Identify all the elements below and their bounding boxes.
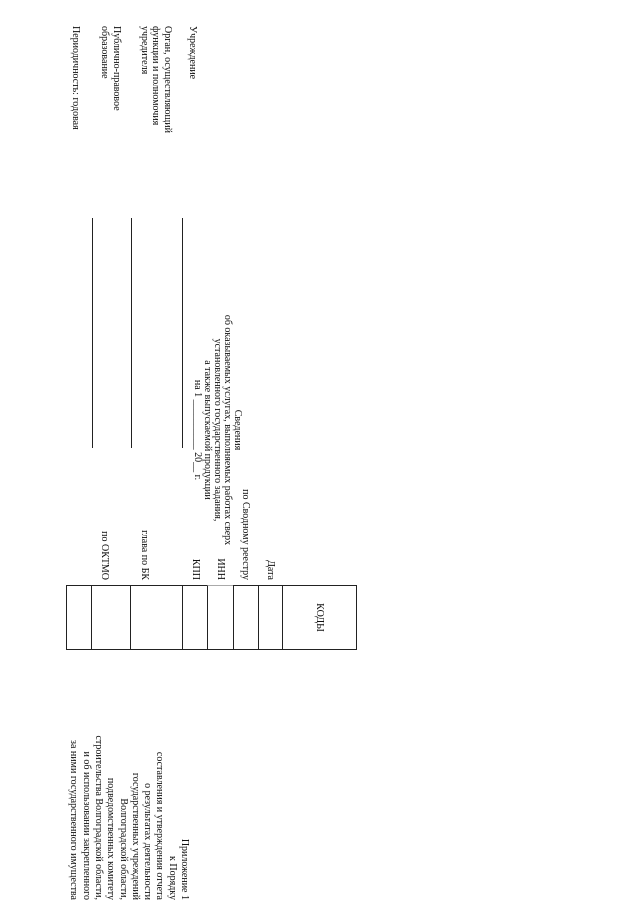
founder-field[interactable]	[131, 218, 132, 448]
label-registry: по Сводному реестру	[240, 489, 251, 580]
code-cell-registry[interactable]	[233, 585, 258, 650]
label-founder: Орган, осуществляющий функции и полномочия учредителя	[139, 26, 173, 133]
appendix-line: и об использовании закрепленного	[80, 751, 92, 900]
code-cell-kpp[interactable]	[182, 585, 207, 650]
institution-field[interactable]	[182, 218, 183, 448]
code-cell-period[interactable]	[66, 585, 91, 650]
label-oktmo: по ОКТМО	[99, 531, 110, 580]
code-cell-date[interactable]	[258, 585, 282, 650]
label-inn: ИНН	[215, 558, 226, 580]
appendix-line: к Порядку	[166, 856, 178, 900]
title-line: а также выпускаемой продукции	[202, 360, 213, 500]
appendix-line: о результатах деятельности	[142, 783, 154, 900]
municipality-field[interactable]	[92, 218, 93, 448]
label-municipality: Публично-правовое образование	[99, 26, 122, 111]
label-bk: глава по БК	[139, 530, 150, 580]
codes-header	[282, 585, 357, 650]
title-line: на 1 __________ 20__ г.	[192, 379, 203, 481]
appendix-line: за ними государственного имущества	[68, 740, 80, 900]
code-cell-bk[interactable]	[130, 585, 182, 650]
appendix-line: государственных учреждений	[129, 772, 141, 900]
codes-header-label: КОДЫ	[314, 603, 325, 632]
code-cell-inn[interactable]	[207, 585, 233, 650]
label-date: Дата	[265, 560, 276, 580]
title-line: Сведения	[232, 409, 243, 451]
label-periodicity: Периодичность: годовая	[70, 26, 81, 130]
appendix-line: подведомственных комитету	[105, 777, 117, 900]
label-institution: Учреждение	[187, 26, 198, 80]
appendix-line: составления и утверждения отчета	[154, 751, 166, 900]
code-cell-oktmo[interactable]	[91, 585, 130, 650]
title-line: об оказываемых услугах, выполняемых работах сверх	[222, 314, 233, 546]
label-kpp: КПП	[190, 558, 201, 580]
appendix-line: Волгоградской области,	[117, 798, 129, 900]
title-line: установленного государственного задания,	[212, 338, 223, 522]
appendix-line: Приложение 1	[179, 838, 190, 900]
appendix-line: строительства Волгоградской области,	[92, 735, 104, 900]
